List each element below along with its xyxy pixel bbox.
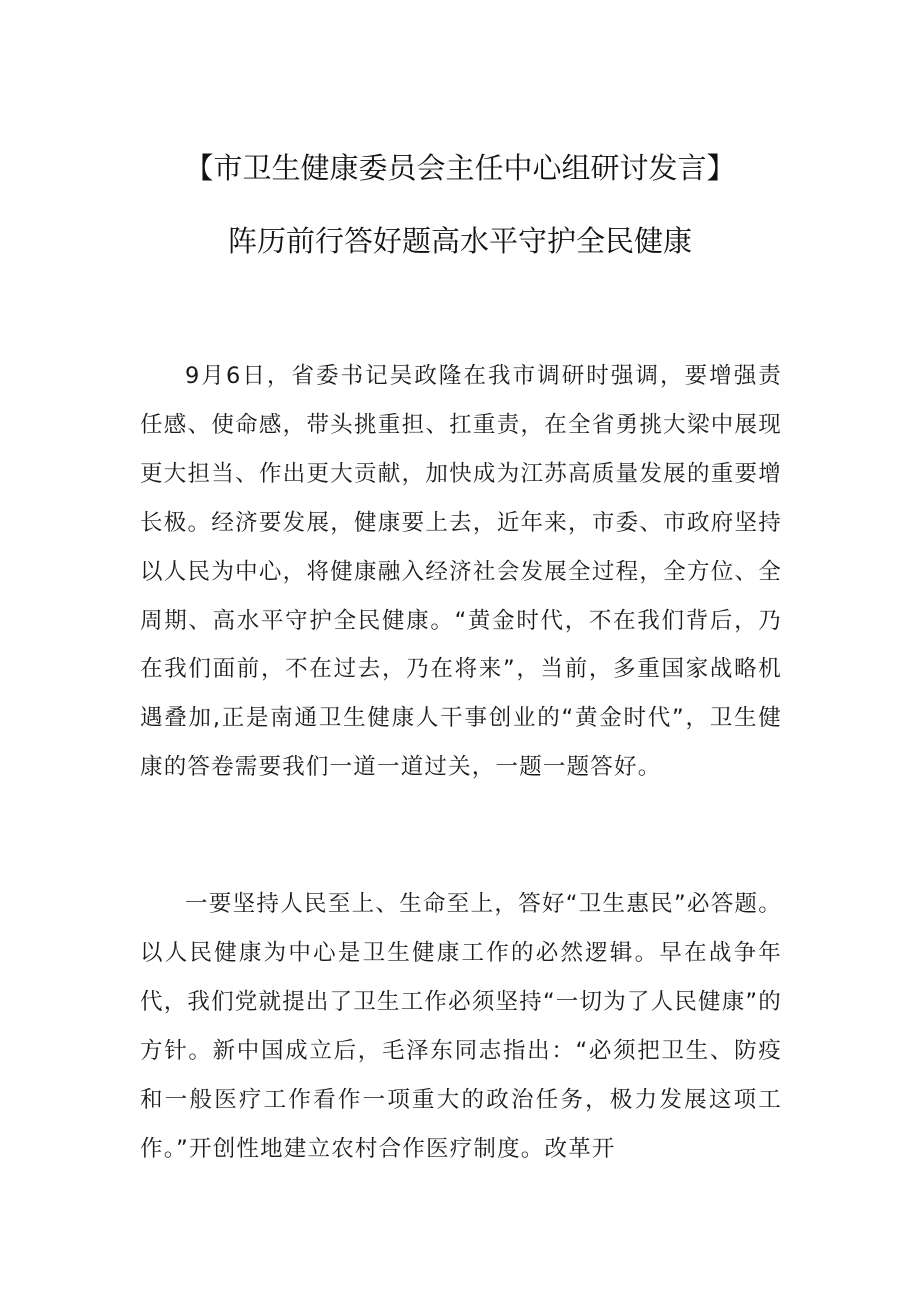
document-title-line-2: 阵历前行答好题高水平守护全民健康 (227, 224, 692, 258)
body-paragraph-1: 9月6日，省委书记吴政隆在我市调研时强调，要增强责任感、使命感，带头挑重担、扛重责，在全省勇挑大梁中展现更大担当、作出更大贡献，加快成为江苏高质量发展的重要增长极。经济要发展，健康要上去，近年来，市委、市政府坚持以人民为中心，将健康融入经济社会发展全过程，全方位、全周期、高水平守护全民健康。“黄金时代，不在我们背后，乃在我们面前，不在过去，乃在将来”，当前，多重国家战略机遇叠加,正是南通卫生健康人干事创业的“黄金时代”，卫生健康的答卷需要我们一道一道过关，一题一题答好。 (140, 363, 782, 781)
document-title-line-1: 【市卫生健康委员会主任中心组研讨发言】 (184, 151, 736, 185)
body-paragraph-2: 一要坚持人民至上、生命至上，答好“卫生惠民”必答题。以人民健康为中心是卫生健康工作的必然逻辑。早在战争年代，我们党就提出了卫生工作必须坚持“一切为了人民健康”的方针。新中国成立后，毛泽东同志指出：“必须把卫生、防疫和一般医疗工作看作一项重大的政治任务，极力发展这项工作。”开创性地建立农村合作医疗制度。改革开 (140, 891, 782, 1162)
